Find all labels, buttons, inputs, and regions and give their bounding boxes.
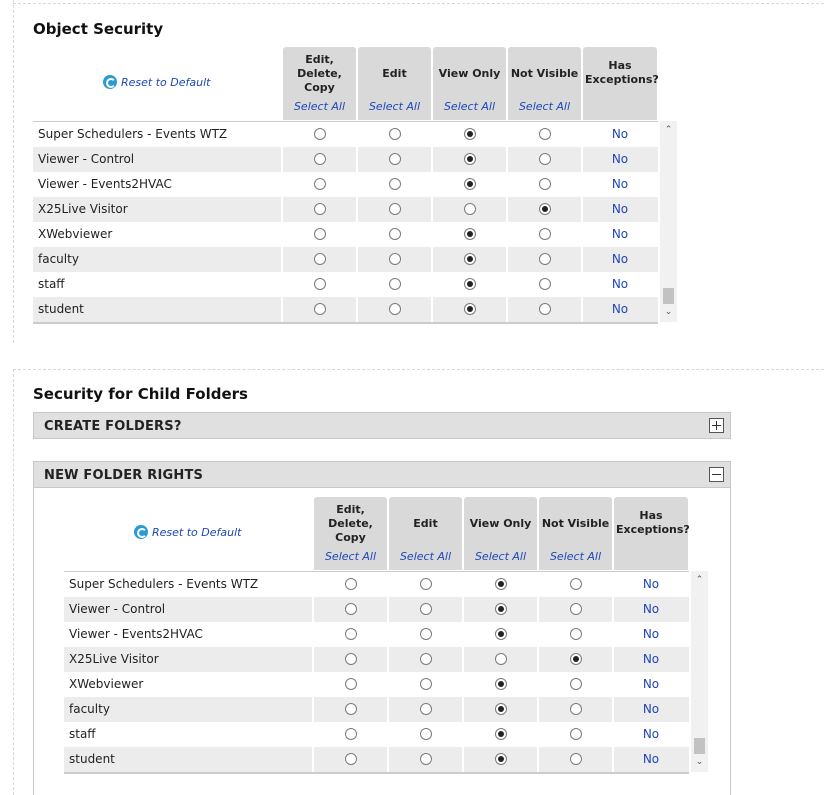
column-label: Edit: [413, 517, 438, 530]
cell-separator: [537, 697, 539, 722]
reset-to-default-link[interactable]: [103, 75, 210, 89]
permission-radio[interactable]: [314, 128, 326, 140]
column-header-0: [314, 497, 387, 570]
cell-separator: [462, 622, 464, 647]
cell-separator: [537, 647, 539, 672]
create-folders-bar[interactable]: [33, 412, 731, 439]
cell-separator: [431, 197, 433, 222]
permission-radio[interactable]: [389, 228, 401, 240]
cell-separator: [537, 597, 539, 622]
permission-radio[interactable]: [464, 178, 476, 190]
permission-radio[interactable]: [539, 128, 551, 140]
permission-radio[interactable]: [420, 678, 432, 690]
select-all-link[interactable]: Select All: [324, 550, 377, 563]
cell-separator: [356, 272, 358, 297]
chevron-down-icon[interactable]: ⌄: [664, 307, 673, 317]
cell-separator: [431, 147, 433, 172]
top-divider: [13, 3, 824, 4]
exceptions-link[interactable]: No: [611, 152, 629, 166]
cell-separator: [506, 122, 508, 147]
permission-radio[interactable]: [495, 678, 507, 690]
cell-separator: [387, 597, 389, 622]
cell-separator: [462, 597, 464, 622]
permission-radio[interactable]: [539, 278, 551, 290]
section-left-divider: [13, 369, 14, 795]
cell-separator: [356, 247, 358, 272]
permission-radio[interactable]: [420, 728, 432, 740]
group-name: staff: [38, 277, 65, 291]
cell-separator: [356, 222, 358, 247]
cell-separator: [506, 197, 508, 222]
permission-radio[interactable]: [420, 628, 432, 640]
table-row: [33, 147, 658, 172]
permission-radio[interactable]: [495, 578, 507, 590]
permission-radio[interactable]: [464, 278, 476, 290]
group-name: Viewer - Events2HVAC: [69, 627, 203, 641]
table-row: [64, 747, 689, 772]
new-folder-rights-bar[interactable]: [33, 461, 731, 488]
permission-radio[interactable]: [420, 703, 432, 715]
permission-radio[interactable]: [314, 253, 326, 265]
cell-separator: [431, 247, 433, 272]
cell-separator: [356, 147, 358, 172]
permission-radio[interactable]: [495, 703, 507, 715]
column-header-2: [433, 47, 506, 120]
exceptions-link[interactable]: No: [642, 702, 660, 716]
permission-radio[interactable]: [314, 278, 326, 290]
group-name: Viewer - Control: [69, 602, 166, 616]
cell-separator: [537, 622, 539, 647]
column-label: Not Visible: [541, 517, 610, 530]
cell-separator: [312, 647, 314, 672]
exceptions-link[interactable]: No: [642, 727, 660, 741]
cell-separator: [431, 297, 433, 322]
exceptions-link[interactable]: No: [611, 252, 629, 266]
permission-radio[interactable]: [464, 228, 476, 240]
cell-separator: [387, 572, 389, 597]
column-header-3: [539, 497, 612, 570]
select-all-link[interactable]: Select All: [293, 100, 346, 113]
left-divider: [13, 0, 14, 343]
column-header-4: [614, 497, 688, 570]
select-all-link[interactable]: Select All: [549, 550, 602, 563]
cell-separator: [506, 147, 508, 172]
permission-radio[interactable]: [539, 253, 551, 265]
cell-separator: [281, 122, 283, 147]
table-row: [64, 672, 689, 697]
cell-separator: [431, 172, 433, 197]
cell-separator: [431, 272, 433, 297]
column-label: View Only: [469, 517, 532, 530]
permission-rows: [33, 121, 658, 324]
cell-separator: [431, 122, 433, 147]
object-security-title: Object Security: [33, 20, 164, 38]
permission-radio[interactable]: [570, 678, 582, 690]
child-security-title: Security for Child Folders: [33, 385, 248, 403]
permission-radio[interactable]: [570, 628, 582, 640]
permission-radio[interactable]: [464, 253, 476, 265]
exceptions-link[interactable]: No: [642, 677, 660, 691]
table-row: [33, 247, 658, 272]
permission-radio[interactable]: [389, 153, 401, 165]
permission-radio[interactable]: [539, 153, 551, 165]
permission-radio[interactable]: [389, 128, 401, 140]
permission-radio[interactable]: [345, 653, 357, 665]
cell-separator: [431, 222, 433, 247]
table-row: [64, 597, 689, 622]
cell-separator: [281, 147, 283, 172]
permission-radio[interactable]: [314, 178, 326, 190]
permission-radio[interactable]: [420, 753, 432, 765]
table-row: [33, 297, 658, 322]
table-row: [33, 172, 658, 197]
cell-separator: [356, 197, 358, 222]
permission-radio[interactable]: [345, 603, 357, 615]
cell-separator: [281, 197, 283, 222]
column-label: Has Exceptions?: [616, 509, 690, 536]
group-name: Viewer - Events2HVAC: [38, 177, 172, 191]
permission-radio[interactable]: [420, 653, 432, 665]
permission-radio[interactable]: [539, 178, 551, 190]
exceptions-link[interactable]: No: [611, 202, 629, 216]
table-row: [64, 722, 689, 747]
permission-radio[interactable]: [389, 203, 401, 215]
reset-label: Reset to Default: [152, 525, 242, 539]
select-all-link[interactable]: Select All: [443, 100, 496, 113]
column-header-1: [358, 47, 431, 120]
permission-radio[interactable]: [345, 578, 357, 590]
permission-radio[interactable]: [495, 628, 507, 640]
column-header-3: [508, 47, 581, 120]
column-header-4: [583, 47, 657, 120]
reset-to-default-link[interactable]: [134, 525, 241, 539]
table-row: [33, 197, 658, 222]
permission-radio[interactable]: [345, 753, 357, 765]
scrollbar-thumb[interactable]: [694, 738, 705, 754]
chevron-up-icon[interactable]: ⌃: [664, 125, 673, 135]
permission-rows: [64, 571, 689, 774]
cell-separator: [462, 747, 464, 772]
permission-radio[interactable]: [464, 153, 476, 165]
cell-separator: [356, 172, 358, 197]
exceptions-link[interactable]: No: [611, 302, 629, 316]
cell-separator: [387, 672, 389, 697]
cell-separator: [506, 272, 508, 297]
permission-radio[interactable]: [570, 728, 582, 740]
permission-radio[interactable]: [539, 228, 551, 240]
permission-radio[interactable]: [570, 578, 582, 590]
permission-radio[interactable]: [314, 153, 326, 165]
group-name: staff: [69, 727, 96, 741]
table-row: [33, 272, 658, 297]
plus-icon[interactable]: [709, 418, 724, 433]
permission-radio[interactable]: [389, 278, 401, 290]
group-name: faculty: [38, 252, 79, 266]
permission-radio[interactable]: [495, 603, 507, 615]
column-label: View Only: [438, 67, 501, 80]
group-name: XWebviewer: [38, 227, 113, 241]
exceptions-link[interactable]: No: [642, 627, 660, 641]
reset-icon: [103, 75, 117, 89]
table-row: [64, 572, 689, 597]
permission-radio[interactable]: [539, 303, 551, 315]
group-name: Super Schedulers - Events WTZ: [38, 127, 228, 141]
group-name: XWebviewer: [69, 677, 144, 691]
permission-radio[interactable]: [389, 178, 401, 190]
column-label: Edit: [382, 67, 407, 80]
cell-separator: [462, 572, 464, 597]
permission-radio[interactable]: [570, 603, 582, 615]
column-label: Not Visible: [510, 67, 579, 80]
cell-separator: [387, 747, 389, 772]
permission-radio[interactable]: [495, 653, 507, 665]
permission-radio[interactable]: [345, 728, 357, 740]
exceptions-link[interactable]: No: [642, 652, 660, 666]
cell-separator: [462, 697, 464, 722]
section-divider: [13, 369, 824, 370]
permission-radio[interactable]: [314, 303, 326, 315]
new-folder-rights-grid: [64, 497, 709, 773]
permission-radio[interactable]: [495, 728, 507, 740]
vertical-scrollbar[interactable]: [660, 121, 677, 322]
cell-separator: [312, 747, 314, 772]
cell-separator: [312, 722, 314, 747]
column-label: Edit, Delete, Copy: [297, 53, 342, 94]
select-all-link[interactable]: Select All: [399, 550, 452, 563]
cell-separator: [387, 622, 389, 647]
cell-separator: [462, 672, 464, 697]
cell-separator: [356, 297, 358, 322]
object-security-grid: [33, 47, 678, 323]
chevron-up-icon[interactable]: ⌃: [695, 575, 704, 585]
permission-radio[interactable]: [570, 753, 582, 765]
permission-radio[interactable]: [420, 578, 432, 590]
column-header-0: [283, 47, 356, 120]
permission-radio[interactable]: [464, 203, 476, 215]
permission-radio[interactable]: [570, 653, 582, 665]
cell-separator: [537, 572, 539, 597]
cell-separator: [387, 647, 389, 672]
select-all-link[interactable]: Select All: [518, 100, 571, 113]
cell-separator: [537, 672, 539, 697]
cell-separator: [506, 172, 508, 197]
column-label: Edit, Delete, Copy: [328, 503, 373, 544]
select-all-link[interactable]: Select All: [474, 550, 527, 563]
cell-separator: [281, 272, 283, 297]
group-name: X25Live Visitor: [38, 202, 128, 216]
chevron-down-icon[interactable]: ⌄: [695, 757, 704, 767]
cell-separator: [312, 622, 314, 647]
cell-separator: [281, 297, 283, 322]
cell-separator: [356, 122, 358, 147]
exceptions-link[interactable]: No: [642, 602, 660, 616]
reset-label: Reset to Default: [121, 75, 211, 89]
permission-radio[interactable]: [464, 128, 476, 140]
cell-separator: [387, 697, 389, 722]
cell-separator: [312, 572, 314, 597]
permission-radio[interactable]: [345, 678, 357, 690]
permission-radio[interactable]: [570, 703, 582, 715]
cell-separator: [462, 647, 464, 672]
group-name: student: [38, 302, 84, 316]
reset-icon: [134, 525, 148, 539]
cell-separator: [281, 247, 283, 272]
column-header-2: [464, 497, 537, 570]
cell-separator: [506, 297, 508, 322]
cell-separator: [281, 222, 283, 247]
cell-separator: [281, 172, 283, 197]
cell-separator: [312, 597, 314, 622]
permission-radio[interactable]: [314, 203, 326, 215]
permission-radio[interactable]: [314, 228, 326, 240]
table-row: [33, 122, 658, 147]
new-folder-rights-label: NEW FOLDER RIGHTS: [44, 468, 204, 483]
group-name: student: [69, 752, 115, 766]
group-name: faculty: [69, 702, 110, 716]
permission-radio[interactable]: [539, 203, 551, 215]
permission-radio[interactable]: [345, 703, 357, 715]
vertical-scrollbar[interactable]: [691, 571, 708, 772]
cell-separator: [312, 697, 314, 722]
cell-separator: [312, 672, 314, 697]
permission-radio[interactable]: [464, 303, 476, 315]
cell-separator: [462, 722, 464, 747]
column-label: Has Exceptions?: [585, 59, 659, 86]
cell-separator: [537, 722, 539, 747]
table-row: [64, 647, 689, 672]
select-all-link[interactable]: Select All: [368, 100, 421, 113]
column-header-1: [389, 497, 462, 570]
permission-radio[interactable]: [495, 753, 507, 765]
table-row: [33, 222, 658, 247]
exceptions-link[interactable]: No: [611, 227, 629, 241]
table-row: [64, 622, 689, 647]
cell-separator: [506, 247, 508, 272]
exceptions-link[interactable]: No: [611, 127, 629, 141]
group-name: Viewer - Control: [38, 152, 135, 166]
cell-separator: [537, 747, 539, 772]
group-name: X25Live Visitor: [69, 652, 159, 666]
exceptions-link[interactable]: No: [642, 577, 660, 591]
scrollbar-thumb[interactable]: [663, 288, 674, 304]
permission-radio[interactable]: [345, 628, 357, 640]
group-name: Super Schedulers - Events WTZ: [69, 577, 259, 591]
permission-radio[interactable]: [389, 303, 401, 315]
table-row: [64, 697, 689, 722]
exceptions-link[interactable]: No: [611, 177, 629, 191]
cell-separator: [506, 222, 508, 247]
create-folders-label: CREATE FOLDERS?: [44, 419, 182, 434]
exceptions-link[interactable]: No: [611, 277, 629, 291]
permission-radio[interactable]: [420, 603, 432, 615]
permission-radio[interactable]: [389, 253, 401, 265]
cell-separator: [387, 722, 389, 747]
minus-icon[interactable]: [709, 467, 724, 482]
exceptions-link[interactable]: No: [642, 752, 660, 766]
